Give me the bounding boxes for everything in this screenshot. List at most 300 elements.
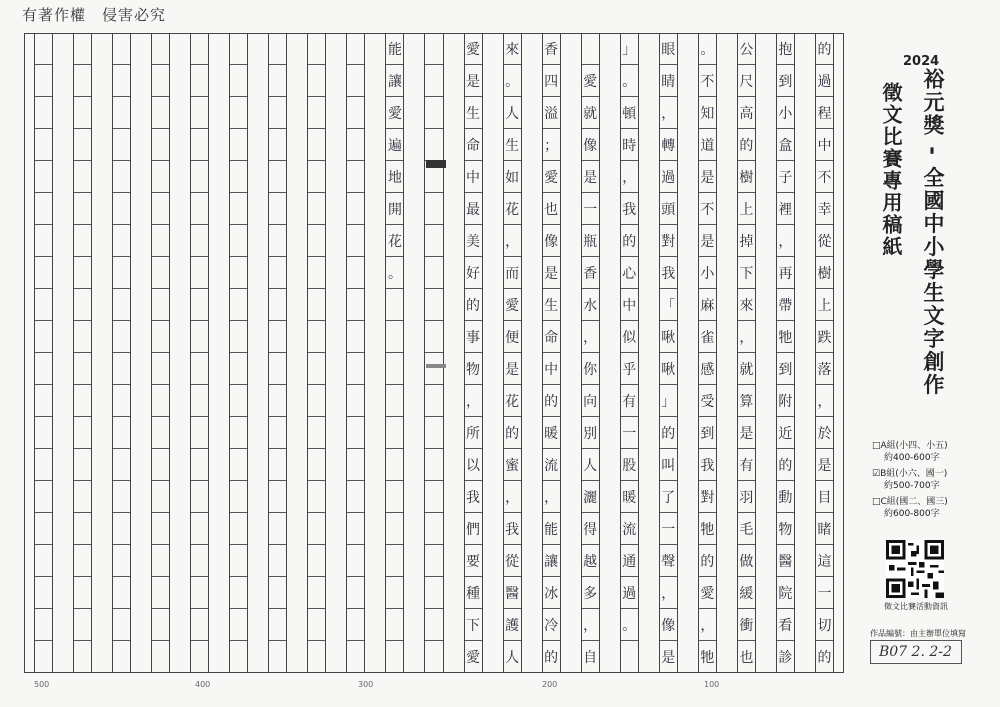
manuscript-cell	[35, 33, 52, 65]
manuscript-cell: 中	[621, 289, 638, 321]
manuscript-cell	[269, 481, 286, 513]
manuscript-cell: 如	[504, 161, 521, 193]
manuscript-cell	[347, 609, 364, 641]
manuscript-cell: 的	[465, 289, 482, 321]
manuscript-column	[73, 33, 92, 673]
manuscript-cell: ，	[660, 577, 677, 609]
entry-code-label: 作品編號：由主辦單位填寫	[870, 629, 966, 638]
manuscript-cell	[191, 225, 208, 257]
manuscript-cell	[152, 609, 169, 641]
manuscript-cell: 的	[660, 417, 677, 449]
group-option-a[interactable]	[872, 440, 948, 464]
manuscript-cell	[230, 289, 247, 321]
manuscript-cell: 生	[465, 97, 482, 129]
manuscript-column	[737, 33, 756, 673]
qr-code-icon[interactable]	[886, 540, 944, 598]
manuscript-cell	[230, 385, 247, 417]
manuscript-cell: 向	[582, 385, 599, 417]
manuscript-cell	[269, 129, 286, 161]
manuscript-cell: 我	[465, 481, 482, 513]
manuscript-cell	[74, 321, 91, 353]
manuscript-cell	[35, 481, 52, 513]
manuscript-cell	[308, 481, 325, 513]
manuscript-cell: 人	[504, 641, 521, 673]
manuscript-cell: 我	[660, 257, 677, 289]
manuscript-cell	[113, 321, 130, 353]
manuscript-cell: 從	[504, 545, 521, 577]
manuscript-cell: 溢	[543, 97, 560, 129]
group-option-b[interactable]	[872, 468, 948, 492]
manuscript-cell	[191, 321, 208, 353]
manuscript-cell: 下	[465, 609, 482, 641]
manuscript-cell	[35, 97, 52, 129]
manuscript-cell	[152, 481, 169, 513]
manuscript-cell	[230, 641, 247, 673]
manuscript-column	[112, 33, 131, 673]
manuscript-cell: 子	[777, 161, 794, 193]
manuscript-cell: 」	[621, 33, 638, 65]
manuscript-column	[34, 33, 53, 673]
manuscript-cell	[113, 513, 130, 545]
manuscript-cell	[230, 129, 247, 161]
manuscript-cell: 頭	[660, 193, 677, 225]
manuscript-cell	[230, 481, 247, 513]
manuscript-cell	[152, 225, 169, 257]
manuscript-cell: 要	[465, 545, 482, 577]
manuscript-cell: 。	[621, 609, 638, 641]
manuscript-cell: 的	[621, 225, 638, 257]
manuscript-cell	[386, 577, 403, 609]
manuscript-cell: 動	[777, 481, 794, 513]
manuscript-cell	[35, 65, 52, 97]
manuscript-cell	[230, 353, 247, 385]
manuscript-cell: 牠	[699, 641, 716, 673]
manuscript-cell: 眼	[660, 33, 677, 65]
manuscript-cell: 從	[816, 225, 833, 257]
manuscript-cell: 愛	[543, 161, 560, 193]
manuscript-cell	[269, 641, 286, 673]
manuscript-cell	[74, 385, 91, 417]
manuscript-cell: 讓	[543, 545, 560, 577]
manuscript-cell	[152, 545, 169, 577]
manuscript-cell	[308, 65, 325, 97]
manuscript-cell	[35, 385, 52, 417]
manuscript-cell	[191, 417, 208, 449]
manuscript-cell: 目	[816, 481, 833, 513]
manuscript-cell	[347, 321, 364, 353]
manuscript-cell	[152, 321, 169, 353]
manuscript-cell: 事	[465, 321, 482, 353]
manuscript-cell	[308, 129, 325, 161]
manuscript-cell: 過	[621, 577, 638, 609]
manuscript-cell: 對	[660, 225, 677, 257]
manuscript-cell	[74, 353, 91, 385]
manuscript-cell	[35, 129, 52, 161]
manuscript-cell: 一	[660, 513, 677, 545]
manuscript-cell: 生	[504, 129, 521, 161]
manuscript-cell	[113, 193, 130, 225]
manuscript-cell	[230, 33, 247, 65]
manuscript-cell: 做	[738, 545, 755, 577]
manuscript-cell: 的	[543, 641, 560, 673]
manuscript-cell: 帶	[777, 289, 794, 321]
manuscript-column	[190, 33, 209, 673]
manuscript-cell: 人	[504, 97, 521, 129]
manuscript-cell	[74, 609, 91, 641]
manuscript-cell	[113, 481, 130, 513]
manuscript-column	[464, 33, 483, 673]
manuscript-cell	[230, 609, 247, 641]
manuscript-cell: 不	[699, 193, 716, 225]
manuscript-cell: 愛	[465, 33, 482, 65]
manuscript-cell: 暖	[621, 481, 638, 513]
manuscript-cell	[230, 65, 247, 97]
manuscript-cell: 們	[465, 513, 482, 545]
manuscript-cell	[230, 321, 247, 353]
contest-title: 裕元獎 - 全國中小學生文字創作	[921, 68, 945, 397]
manuscript-cell: 這	[816, 545, 833, 577]
manuscript-cell	[74, 449, 91, 481]
manuscript-cell: 是	[738, 417, 755, 449]
manuscript-cell: 醫	[504, 577, 521, 609]
manuscript-cell	[425, 641, 442, 673]
manuscript-column	[698, 33, 717, 673]
manuscript-cell	[74, 417, 91, 449]
entry-code-field: B07 2. 2-2	[870, 640, 962, 664]
manuscript-cell: 緩	[738, 577, 755, 609]
manuscript-cell: 的	[816, 641, 833, 673]
manuscript-cell	[347, 129, 364, 161]
manuscript-cell: 的	[699, 545, 716, 577]
manuscript-cell: 一	[621, 417, 638, 449]
manuscript-cell: 種	[465, 577, 482, 609]
manuscript-cell	[269, 577, 286, 609]
manuscript-cell: 是	[699, 225, 716, 257]
manuscript-cell	[308, 513, 325, 545]
manuscript-cell: 最	[465, 193, 482, 225]
manuscript-cell: 來	[504, 33, 521, 65]
manuscript-cell: 牠	[777, 321, 794, 353]
manuscript-cell: 是	[699, 161, 716, 193]
manuscript-cell: 樹	[738, 161, 755, 193]
manuscript-cell: 香	[582, 257, 599, 289]
manuscript-cell	[269, 289, 286, 321]
manuscript-cell	[74, 97, 91, 129]
manuscript-cell	[386, 545, 403, 577]
manuscript-cell: 灑	[582, 481, 599, 513]
manuscript-cell	[269, 321, 286, 353]
manuscript-cell	[35, 193, 52, 225]
manuscript-cell	[35, 449, 52, 481]
manuscript-cell	[113, 641, 130, 673]
manuscript-cell	[74, 33, 91, 65]
manuscript-cell	[113, 97, 130, 129]
manuscript-cell	[230, 513, 247, 545]
manuscript-cell	[152, 577, 169, 609]
manuscript-cell: 能	[543, 513, 560, 545]
manuscript-cell: 醫	[777, 545, 794, 577]
manuscript-cell: 一	[816, 577, 833, 609]
manuscript-cell: ，	[660, 97, 677, 129]
manuscript-cell	[230, 161, 247, 193]
manuscript-cell	[113, 161, 130, 193]
group-checklist	[872, 440, 948, 524]
manuscript-cell	[152, 257, 169, 289]
manuscript-column	[542, 33, 561, 673]
manuscript-cell	[230, 97, 247, 129]
checkbox-icon[interactable]: □	[872, 441, 881, 451]
checkbox-icon[interactable]: □	[872, 497, 881, 507]
manuscript-column	[503, 33, 522, 673]
manuscript-cell	[152, 353, 169, 385]
manuscript-cell	[425, 481, 442, 513]
manuscript-cell	[347, 289, 364, 321]
checkbox-checked-icon[interactable]: ☑	[872, 469, 881, 479]
manuscript-cell	[386, 481, 403, 513]
manuscript-cell	[347, 193, 364, 225]
manuscript-cell	[269, 225, 286, 257]
manuscript-cell: 叫	[660, 449, 677, 481]
manuscript-cell: 程	[816, 97, 833, 129]
manuscript-cell: 中	[816, 129, 833, 161]
manuscript-cell: 就	[582, 97, 599, 129]
manuscript-cell	[308, 385, 325, 417]
manuscript-cell	[230, 193, 247, 225]
manuscript-cell	[35, 577, 52, 609]
manuscript-grid	[24, 33, 844, 673]
manuscript-cell: 裡	[777, 193, 794, 225]
manuscript-cell	[74, 577, 91, 609]
manuscript-cell	[308, 161, 325, 193]
manuscript-cell	[191, 193, 208, 225]
manuscript-cell	[347, 417, 364, 449]
manuscript-cell	[621, 641, 638, 673]
manuscript-cell: 越	[582, 545, 599, 577]
manuscript-cell: 受	[699, 385, 716, 417]
manuscript-cell: 啾	[660, 353, 677, 385]
manuscript-cell: 公	[738, 33, 755, 65]
manuscript-cell: 時	[621, 129, 638, 161]
manuscript-column	[659, 33, 678, 673]
group-option-c[interactable]	[872, 496, 948, 520]
manuscript-cell	[269, 545, 286, 577]
manuscript-cell: 的	[738, 129, 755, 161]
manuscript-cell	[308, 609, 325, 641]
manuscript-cell: ，	[504, 225, 521, 257]
manuscript-column	[268, 33, 287, 673]
manuscript-cell: 得	[582, 513, 599, 545]
manuscript-cell: 遍	[386, 129, 403, 161]
manuscript-cell	[347, 545, 364, 577]
group-label: C組(國二、國三)	[880, 497, 948, 507]
manuscript-cell: ，	[582, 609, 599, 641]
group-label: B組(小六、國一)	[880, 469, 948, 479]
manuscript-cell: 跌	[816, 321, 833, 353]
manuscript-cell: 羽	[738, 481, 755, 513]
manuscript-cell: ，	[543, 481, 560, 513]
manuscript-cell	[308, 257, 325, 289]
manuscript-cell	[152, 129, 169, 161]
manuscript-cell: 尺	[738, 65, 755, 97]
manuscript-column	[385, 33, 404, 673]
manuscript-cell: 過	[816, 65, 833, 97]
manuscript-cell: 院	[777, 577, 794, 609]
manuscript-cell: 命	[465, 129, 482, 161]
manuscript-cell	[74, 129, 91, 161]
manuscript-cell	[152, 65, 169, 97]
manuscript-cell: 物	[777, 513, 794, 545]
manuscript-cell	[425, 257, 442, 289]
manuscript-cell	[74, 161, 91, 193]
manuscript-cell	[152, 97, 169, 129]
manuscript-cell: 。	[699, 33, 716, 65]
manuscript-cell: 到	[777, 65, 794, 97]
manuscript-cell: 香	[543, 33, 560, 65]
manuscript-cell: 上	[816, 289, 833, 321]
manuscript-cell: 冰	[543, 577, 560, 609]
manuscript-cell	[347, 641, 364, 673]
manuscript-cell	[308, 193, 325, 225]
manuscript-cell: 我	[504, 513, 521, 545]
manuscript-cell	[113, 417, 130, 449]
manuscript-cell: 心	[621, 257, 638, 289]
manuscript-cell: 是	[660, 641, 677, 673]
manuscript-cell	[425, 449, 442, 481]
manuscript-cell: 的	[504, 417, 521, 449]
manuscript-cell	[386, 449, 403, 481]
manuscript-cell: 。	[504, 65, 521, 97]
manuscript-cell	[152, 193, 169, 225]
manuscript-cell: 盒	[777, 129, 794, 161]
manuscript-cell	[191, 577, 208, 609]
manuscript-cell: 樹	[816, 257, 833, 289]
manuscript-cell: 抱	[777, 33, 794, 65]
manuscript-cell: 算	[738, 385, 755, 417]
manuscript-cell: 毛	[738, 513, 755, 545]
manuscript-cell: 上	[738, 193, 755, 225]
manuscript-column	[776, 33, 795, 673]
manuscript-cell	[386, 417, 403, 449]
manuscript-cell: 開	[386, 193, 403, 225]
manuscript-cell	[308, 545, 325, 577]
manuscript-cell	[35, 161, 52, 193]
manuscript-cell: 切	[816, 609, 833, 641]
manuscript-cell	[386, 641, 403, 673]
manuscript-cell	[425, 417, 442, 449]
manuscript-cell: 有	[621, 385, 638, 417]
manuscript-column	[346, 33, 365, 673]
manuscript-cell	[347, 33, 364, 65]
manuscript-cell	[191, 641, 208, 673]
manuscript-cell: 我	[699, 449, 716, 481]
manuscript-cell: 下	[738, 257, 755, 289]
manuscript-cell	[113, 353, 130, 385]
manuscript-cell	[191, 289, 208, 321]
manuscript-cell: 流	[621, 513, 638, 545]
manuscript-cell	[35, 513, 52, 545]
manuscript-cell: 於	[816, 417, 833, 449]
contest-subtitle: 徵文比賽專用稿紙	[879, 82, 903, 258]
manuscript-cell: 物	[465, 353, 482, 385]
manuscript-cell: 能	[386, 33, 403, 65]
manuscript-cell: ，	[699, 609, 716, 641]
manuscript-cell: 讓	[386, 65, 403, 97]
manuscript-cell: 便	[504, 321, 521, 353]
manuscript-cell	[152, 161, 169, 193]
manuscript-cell	[308, 449, 325, 481]
manuscript-cell: 愛	[504, 289, 521, 321]
manuscript-cell: 多	[582, 577, 599, 609]
manuscript-cell	[191, 353, 208, 385]
manuscript-cell	[425, 385, 442, 417]
manuscript-cell: 我	[621, 193, 638, 225]
manuscript-cell	[347, 449, 364, 481]
manuscript-cell	[425, 289, 442, 321]
ruler-label: 200	[542, 680, 558, 689]
manuscript-cell	[308, 289, 325, 321]
manuscript-cell: 雀	[699, 321, 716, 353]
manuscript-cell: 感	[699, 353, 716, 385]
manuscript-cell: 冷	[543, 609, 560, 641]
manuscript-cell	[191, 65, 208, 97]
manuscript-cell: 是	[465, 65, 482, 97]
manuscript-cell	[269, 385, 286, 417]
manuscript-cell	[386, 321, 403, 353]
manuscript-column	[229, 33, 248, 673]
manuscript-cell: 一	[582, 193, 599, 225]
manuscript-cell	[35, 321, 52, 353]
manuscript-cell	[582, 33, 599, 65]
manuscript-cell: 衝	[738, 609, 755, 641]
manuscript-cell	[74, 257, 91, 289]
manuscript-cell	[425, 577, 442, 609]
manuscript-cell	[152, 513, 169, 545]
manuscript-cell: 護	[504, 609, 521, 641]
manuscript-cell: 小	[699, 257, 716, 289]
manuscript-cell: 也	[543, 193, 560, 225]
manuscript-cell	[425, 33, 442, 65]
manuscript-cell	[35, 641, 52, 673]
manuscript-column	[151, 33, 170, 673]
manuscript-cell: 的	[816, 33, 833, 65]
manuscript-cell: 看	[777, 609, 794, 641]
manuscript-cell: 幸	[816, 193, 833, 225]
manuscript-cell: 暖	[543, 417, 560, 449]
manuscript-cell	[347, 353, 364, 385]
manuscript-cell: ，	[777, 225, 794, 257]
manuscript-cell	[230, 257, 247, 289]
manuscript-cell	[269, 193, 286, 225]
manuscript-cell	[74, 481, 91, 513]
manuscript-cell: 的	[777, 449, 794, 481]
manuscript-cell: ；	[543, 129, 560, 161]
manuscript-cell: 你	[582, 353, 599, 385]
manuscript-cell	[152, 33, 169, 65]
manuscript-column	[620, 33, 639, 673]
manuscript-cell	[308, 97, 325, 129]
manuscript-cell: 乎	[621, 353, 638, 385]
manuscript-cell: 也	[738, 641, 755, 673]
manuscript-cell	[347, 65, 364, 97]
manuscript-cell: 蜜	[504, 449, 521, 481]
manuscript-cell: 知	[699, 97, 716, 129]
manuscript-cell: 股	[621, 449, 638, 481]
ruler-label: 300	[358, 680, 374, 689]
manuscript-cell: 「	[660, 289, 677, 321]
manuscript-cell	[425, 97, 442, 129]
manuscript-cell	[230, 545, 247, 577]
manuscript-cell	[113, 545, 130, 577]
